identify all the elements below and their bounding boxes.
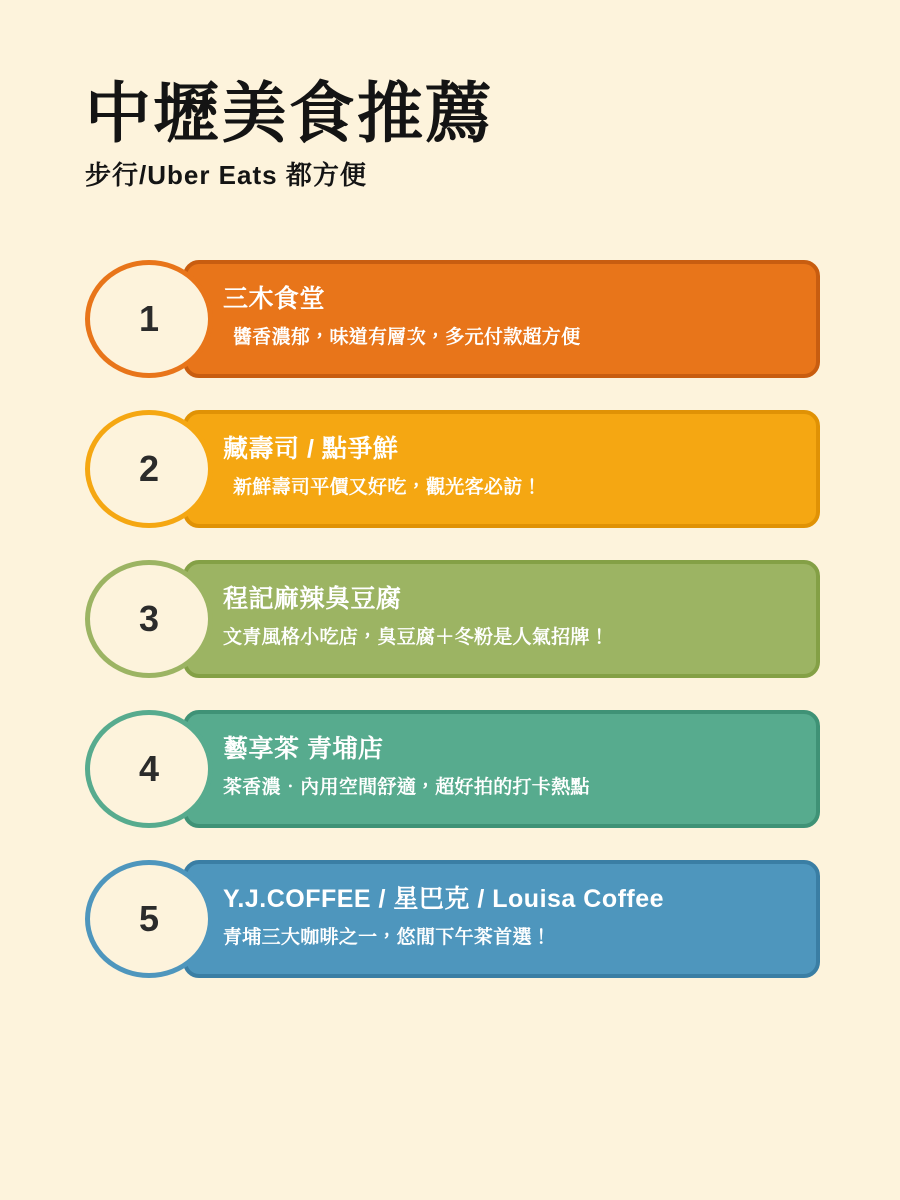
list-item (85, 856, 820, 982)
rank-number: 3 (138, 598, 160, 640)
list-item (85, 706, 820, 832)
restaurant-card[interactable] (183, 410, 820, 528)
rank-badge (85, 260, 213, 378)
restaurant-card[interactable] (183, 860, 820, 978)
restaurant-name: 程記麻辣臭豆腐 (223, 585, 402, 614)
restaurant-description: 青埔三大咖啡之一，悠閒下午茶首選！ (223, 927, 552, 949)
restaurant-name: Y.J.COFFEE / 星巴克 / Louisa Coffee (223, 885, 665, 914)
rank-number: 4 (138, 748, 160, 790)
page-subtitle: 步行/Uber Eats 都方便 (85, 160, 367, 191)
list-item (85, 256, 820, 382)
restaurant-description: 醬香濃郁，味道有層次，多元付款超方便 (233, 327, 581, 349)
rank-badge (85, 560, 213, 678)
rank-number: 2 (138, 448, 160, 490)
rank-badge (85, 710, 213, 828)
restaurant-description: 新鮮壽司平價又好吃，觀光客必訪！ (233, 477, 542, 499)
page-title: 中壢美食推薦 (85, 76, 493, 150)
restaurant-name: 藝享茶 青埔店 (223, 735, 384, 764)
restaurant-card[interactable] (183, 260, 820, 378)
list-item (85, 556, 820, 682)
rank-number: 5 (138, 898, 160, 940)
restaurant-name: 三木食堂 (223, 285, 326, 314)
restaurant-description: 茶香濃．內用空間舒適，超好拍的打卡熱點 (223, 777, 590, 799)
restaurant-card[interactable] (183, 560, 820, 678)
restaurant-description: 文青風格小吃店，臭豆腐＋冬粉是人氣招牌！ (223, 627, 610, 649)
restaurant-card[interactable] (183, 710, 820, 828)
rank-badge (85, 860, 213, 978)
rank-number: 1 (138, 298, 160, 340)
list-item (85, 406, 820, 532)
restaurant-name: 藏壽司 / 點爭鮮 (223, 435, 399, 464)
rank-badge (85, 410, 213, 528)
recommendation-list (85, 256, 820, 982)
